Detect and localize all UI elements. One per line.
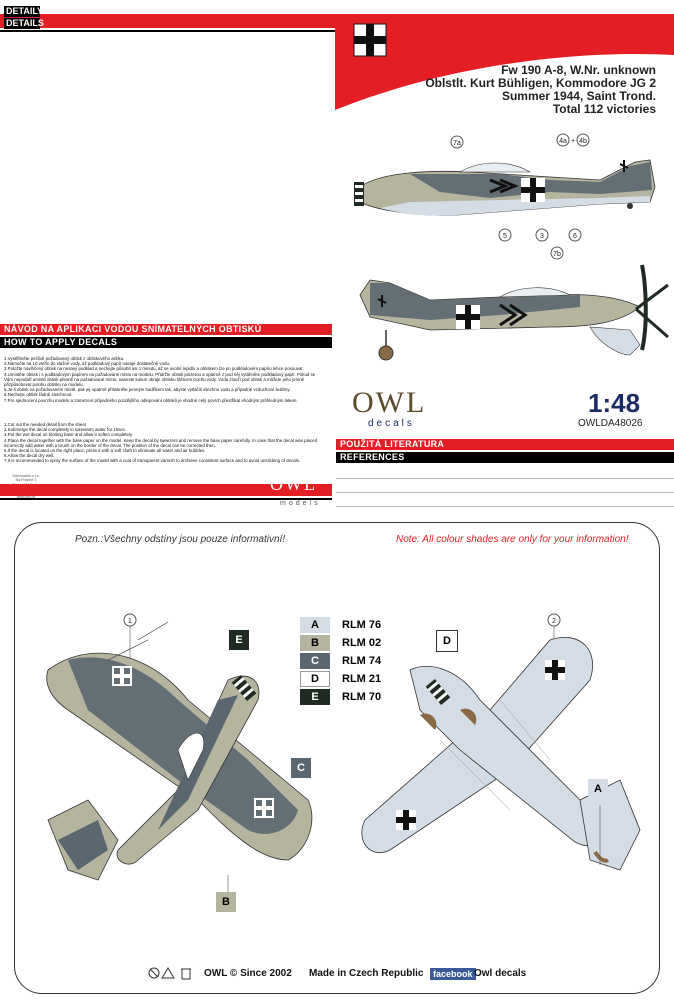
owl-logo-word: OWL [352, 386, 427, 419]
callout-7a: 7a [453, 140, 461, 147]
footer-owl-decals: Owl decals [474, 968, 527, 979]
planform-top-view [28, 610, 328, 900]
swatch-name: RLM 21 [342, 673, 382, 685]
instruction-line: 1.Cut out the needed detail from the sheet [4, 422, 87, 427]
instruction-line: 7.Pro sjednocení povrchu modelu a zamezení případného pozdějšího odlepování obtisků je vhodné celý povrch přestříkat vhodným průhledným lakem. [4, 397, 298, 403]
company-line: Na Pražině 1 [15, 478, 37, 483]
callout-2: 2 [552, 618, 556, 625]
title-line: Total 112 victories [552, 102, 656, 116]
swatch-e: E [300, 689, 330, 705]
instruction-line: 3.Položte navlhčený obtisk na nesavý podklad a nechejte působit asi 1 minutu, až se uvolní lepidlo a obtiskem lze po podkladovém papíru lehce posouvat. [4, 366, 304, 372]
scale-label: 1:48 [588, 388, 641, 418]
callout-plus: + [570, 138, 576, 145]
instruction-line: 2.Namočte na 10 vteřin do vlažné vody, až podkladový papír nasaje dostatečně vodu. [4, 361, 171, 367]
facebook-badge[interactable]: facebook [430, 968, 476, 980]
owl-models-caption: models [280, 500, 321, 507]
catalog-number: OWLDA48026 [578, 418, 643, 429]
references-label-cz: POUŽITÁ LITERATURA [340, 439, 445, 449]
references-label-en: REFERENCES [340, 452, 405, 462]
callout-3: 3 [540, 233, 544, 240]
owl-logo-decals: decals [368, 418, 415, 429]
swatch-c: C [300, 653, 330, 669]
callout-1: 1 [128, 618, 132, 625]
instruction-line: 7.It is recommended to spray the surface of the model with a coat of transparent varnish to archieve consistent surface and to avoid unsticking of decals. [4, 458, 301, 464]
reference-line [336, 492, 674, 493]
color-callout-e: E [229, 630, 249, 650]
title-line: Summer 1944, Saint Trond. [501, 89, 656, 103]
side-view-right-profile [350, 245, 670, 370]
instruction-line: 2.Submerge the decal completely in lukewarm water for 10sec. [4, 427, 127, 433]
planform-bottom-view [350, 610, 650, 900]
swatch-a: A [300, 617, 330, 633]
owl-models-word: OWL [270, 474, 317, 494]
instruction-line: Vám nepodaří umístit obtisk přesně na požadované místo, naneste kolem okraje obtisku štětcem trochu vody. Voda zlouží pod obtisk a můžete jeho jemně [4, 376, 305, 382]
note-czech: Pozn.:Všechny odstíny jsou pouze informativní! [75, 534, 286, 545]
callout-7b: 7b [553, 251, 561, 258]
callout-5: 5 [503, 233, 507, 240]
footer-made-in: Made in Czech Republic [309, 968, 424, 979]
reference-line [336, 506, 674, 507]
instruction-line: incorrectly add water with a brush on the border of the decal. The position of the decal can be corrected then. [4, 442, 216, 448]
owl-models-logo [270, 474, 330, 508]
footer-copyright: OWL © Since 2002 [204, 968, 292, 979]
color-callout-d: D [436, 630, 458, 652]
details-label-cz: DETAILY [6, 6, 44, 16]
details-label-en: DETAILS [6, 18, 44, 28]
details-label [4, 6, 44, 30]
note-english: Note: All colour shades are only for your information! [396, 534, 629, 545]
side-view-left-profile [350, 132, 670, 247]
color-callout-c: C [291, 758, 311, 778]
references-band [336, 439, 674, 465]
swatch-d: D [300, 671, 330, 687]
callout-4b: 4b [579, 138, 587, 145]
color-callout-b: B [216, 892, 236, 912]
instruction-line: 4.Place the decal together with the base paper on the model. Keep the decal by tweezers and remove the base paper carefully. In case that the decal was placed [4, 437, 318, 443]
instructions-en [4, 422, 332, 464]
instruction-line: 3.Put the wet decal on blotting base and allow it soften completely [4, 432, 133, 438]
instruction-line: 6.Nechejte obtisk řádně zaschnout. [4, 392, 73, 398]
title-line: Fw 190 A-8, W.Nr. unknown [501, 63, 656, 77]
swatch-name: RLM 70 [342, 691, 382, 703]
instructions-band [0, 324, 332, 350]
instructions-heading-en: HOW TO APPLY DECALS [4, 337, 118, 347]
callout-4a: 4a [559, 138, 567, 145]
instruction-line: přizpůsobovat polohu obtisku na modelu. [4, 382, 84, 388]
instructions-heading-cz: NÁVOD NA APLIKACI VODOU SNÍMATELNÝCH OBTISKŮ [4, 324, 262, 334]
instruction-line: 1.Vystřihněte pečlivě požadovaný obtisk z obtiskového aršíku. [4, 356, 125, 361]
swatch-name: RLM 76 [342, 619, 382, 631]
swatch-name: RLM 02 [342, 637, 382, 649]
color-callout-a: A [588, 779, 608, 799]
recycle-icons [148, 966, 196, 980]
swatch-name: RLM 74 [342, 655, 382, 667]
callout-6: 6 [573, 233, 577, 240]
instruction-line: 6.Allow the decal dry well. [4, 453, 55, 459]
reference-line [336, 478, 674, 479]
instruction-line: 4.Umístěte obtisk i s podkladovým papírem na požadované místo na modelu. Přidržte obtisk pinzetou a opatrně z pod něj vytáhněte podkladový papír. Pokud se [4, 371, 316, 377]
title-line: Oblstlt. Kurt Bühligen, Kommodore JG 2 [425, 76, 656, 90]
aircraft-title [425, 64, 656, 116]
instruction-line: 5.If the decal is located on the right place, press it with a soft cloth to eliminate all water and air bubbles. [4, 448, 206, 454]
owl-decals-logo [352, 386, 442, 429]
instruction-line: 5.Je-li obtisk na požadovaném místě, pak jej opatrně přitiskněte jemným hadříkem tak, abyste vytlačili všechnu vodu a případné vzduchové bubliny. [4, 387, 291, 393]
swatch-b: B [300, 635, 330, 651]
company-line: Owl models s.r.o. [12, 474, 40, 478]
balkenkreuz-icon [352, 22, 388, 58]
instructions-cz [4, 356, 332, 403]
